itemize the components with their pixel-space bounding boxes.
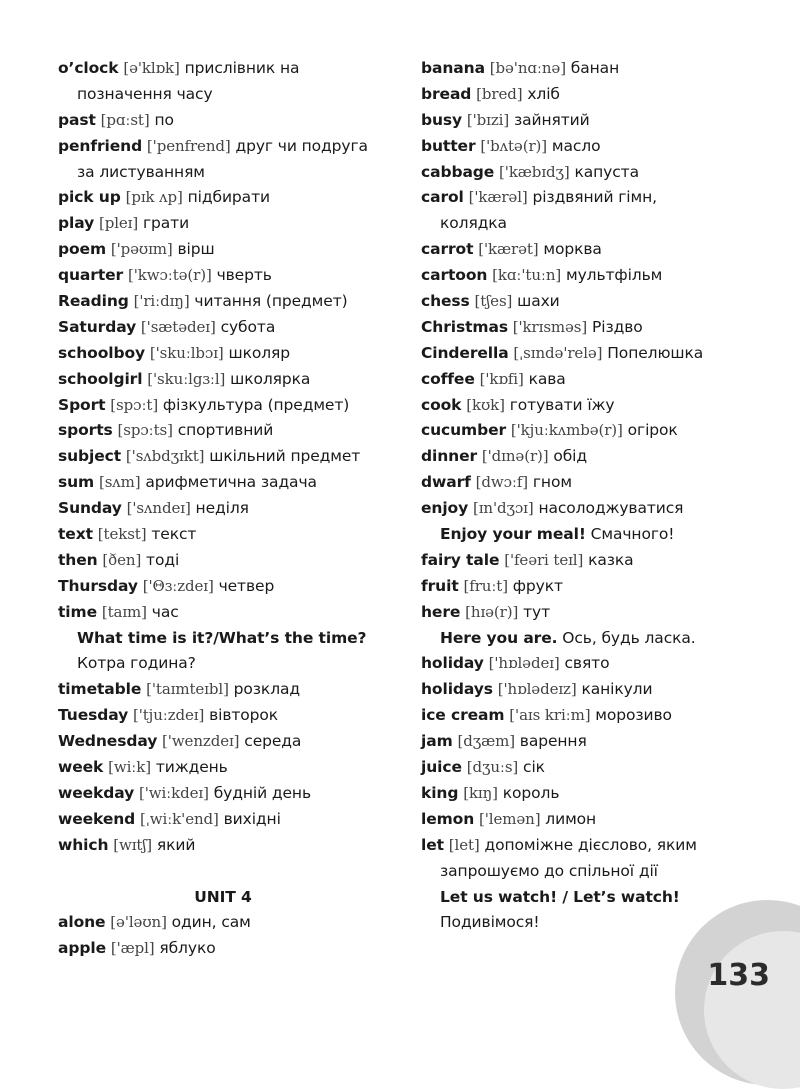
dictionary-entry <box>421 56 781 82</box>
entry-transcription: ['kæbɪdʒ] <box>499 162 570 181</box>
example-phrase <box>58 626 388 652</box>
dictionary-entry <box>421 444 781 470</box>
entry-word: juice <box>421 758 462 777</box>
entry-definition: школяр <box>228 343 290 362</box>
entry-word: bread <box>421 84 472 103</box>
entry-transcription: [tekst] <box>97 525 147 544</box>
entry-definition: насолоджуватися <box>538 499 684 518</box>
entry-transcription: ['kjuːkʌmbə(r)] <box>510 421 623 440</box>
entry-definition: огірок <box>627 421 678 440</box>
entry-word: pick up <box>58 188 121 207</box>
entry-transcription: [dʒuːs] <box>466 758 519 777</box>
entry-transcription: ['æpl] <box>110 939 155 958</box>
dictionary-entry <box>58 833 388 859</box>
entry-definition: хліб <box>527 84 560 103</box>
entry-definition: тиждень <box>155 758 228 777</box>
entry-definition: який <box>156 835 196 854</box>
example-phrase <box>421 522 781 548</box>
entry-definition: обід <box>553 447 588 466</box>
dictionary-entry <box>421 833 781 859</box>
entry-word: weekday <box>58 783 135 802</box>
phrase-translation: Смачного! <box>590 525 675 544</box>
entry-transcription: ['kærəl] <box>468 188 528 207</box>
entry-definition: морозиво <box>595 706 672 725</box>
entry-word: jam <box>421 732 453 751</box>
entry-transcription: [ˌwiːk'end] <box>140 809 219 828</box>
left-column <box>58 56 388 962</box>
entry-word: ice cream <box>421 706 505 725</box>
entry-word: Thursday <box>58 576 138 595</box>
entry-word: fruit <box>421 576 459 595</box>
dictionary-entry <box>58 600 388 626</box>
dictionary-entry <box>58 444 388 470</box>
entry-definition: допоміжне дієслово, яким <box>484 835 697 854</box>
dictionary-entry <box>58 315 388 341</box>
entry-definition: тут <box>523 602 551 621</box>
entry-continuation <box>58 651 388 677</box>
entry-transcription: [spɔːt] <box>110 395 159 414</box>
dictionary-entry <box>421 548 781 574</box>
entry-word: Saturday <box>58 317 137 336</box>
entry-word: holiday <box>421 654 484 673</box>
entry-definition: сік <box>523 758 545 777</box>
dictionary-entry <box>58 936 388 962</box>
dictionary-entry <box>58 289 388 315</box>
entry-word: which <box>58 835 109 854</box>
dictionary-entry <box>421 807 781 833</box>
entry-transcription: ['pəʊɪm] <box>110 240 173 259</box>
entry-word: alone <box>58 913 106 932</box>
entry-definition: фрукт <box>512 576 563 595</box>
entry-transcription: ['kærət] <box>478 240 539 259</box>
entry-word: king <box>421 783 459 802</box>
unit-heading <box>58 885 388 911</box>
entry-word: sum <box>58 473 95 492</box>
dictionary-entry <box>58 574 388 600</box>
entry-word: holidays <box>421 680 493 699</box>
entry-word: chess <box>421 292 470 311</box>
entry-definition: час <box>151 602 179 621</box>
entry-continuation <box>58 82 388 108</box>
entry-transcription: [sʌm] <box>98 473 141 492</box>
entry-word: play <box>58 214 95 233</box>
entry-transcription: ['skuːlbɔɪ] <box>149 343 224 362</box>
continuation-text: Подивімося! <box>440 913 540 932</box>
entry-definition: один, сам <box>171 913 251 932</box>
entry-transcription: ['kɒfi] <box>479 369 524 388</box>
entry-definition: масло <box>551 136 601 155</box>
entry-transcription: [kʊk] <box>466 395 505 414</box>
entry-word: cartoon <box>421 266 488 285</box>
entry-definition: варення <box>519 732 587 751</box>
dictionary-entry <box>421 781 781 807</box>
entry-word: penfriend <box>58 136 143 155</box>
entry-definition: середа <box>244 732 302 751</box>
dictionary-entry <box>58 237 388 263</box>
entry-transcription: ['wiːkdeɪ] <box>138 783 209 802</box>
phrase-text: What time is it?/What’s the time? <box>77 628 367 647</box>
entry-definition: яблуко <box>159 939 216 958</box>
entry-definition: вівторок <box>209 706 279 725</box>
entry-definition: вірш <box>177 240 215 259</box>
entry-word: o’clock <box>58 59 119 77</box>
entry-word: week <box>58 758 104 777</box>
entry-definition: казка <box>588 550 634 569</box>
entry-word: Tuesday <box>58 706 129 725</box>
entry-word: timetable <box>58 680 142 699</box>
entry-transcription: [pɑːst] <box>100 110 150 129</box>
dictionary-entry <box>421 237 781 263</box>
entry-word: cook <box>421 395 462 414</box>
entry-word: past <box>58 110 96 129</box>
dictionary-entry <box>58 729 388 755</box>
entry-definition: король <box>502 783 560 802</box>
entry-word: fairy tale <box>421 550 500 569</box>
dictionary-entry <box>421 729 781 755</box>
entry-definition: чверть <box>216 266 272 285</box>
phrase-text: Enjoy your meal! <box>440 525 586 544</box>
dictionary-entry <box>58 211 388 237</box>
entry-word: apple <box>58 939 106 958</box>
dictionary-entry <box>421 496 781 522</box>
entry-definition: шахи <box>517 292 560 311</box>
entry-definition: тоді <box>146 550 180 569</box>
entry-word: Sport <box>58 395 106 414</box>
entry-definition: кава <box>528 369 566 388</box>
dictionary-entry <box>421 341 781 367</box>
dictionary-entry <box>421 651 781 677</box>
entry-transcription: [ðen] <box>102 550 142 569</box>
entry-transcription: [hɪə(r)] <box>465 602 519 621</box>
entry-definition: грати <box>142 214 190 233</box>
entry-definition: арифметична задача <box>145 473 317 492</box>
entry-word: carol <box>421 188 464 207</box>
entry-transcription: [kɑː'tuːn] <box>492 266 562 285</box>
entry-definition: будній день <box>213 783 311 802</box>
dictionary-entry <box>58 522 388 548</box>
entry-definition: банан <box>570 59 620 77</box>
entry-transcription: [bə'nɑːnə] <box>489 59 566 77</box>
entry-definition: школярка <box>230 369 311 388</box>
entry-definition: Попелюшка <box>607 343 704 362</box>
entry-word: Reading <box>58 292 129 311</box>
entry-word: banana <box>421 59 485 77</box>
entry-definition: розклад <box>233 680 301 699</box>
dictionary-entry <box>421 315 781 341</box>
continuation-text: за листуванням <box>77 162 205 181</box>
entry-transcription: [kɪŋ] <box>463 783 498 802</box>
entry-transcription: ['sætədeɪ] <box>140 317 216 336</box>
entry-transcription: [pɪk ʌp] <box>125 188 183 207</box>
dictionary-entry <box>421 755 781 781</box>
dictionary-entry <box>58 755 388 781</box>
entry-continuation <box>421 859 781 885</box>
phrase-text: Let us watch! / Let’s watch! <box>440 887 680 906</box>
dictionary-entry <box>421 470 781 496</box>
entry-definition: канікули <box>581 680 653 699</box>
dictionary-entry <box>58 134 388 160</box>
blank-line <box>58 859 388 885</box>
dictionary-entry <box>58 910 388 936</box>
entry-word: poem <box>58 240 107 259</box>
entry-word: here <box>421 602 461 621</box>
right-column <box>421 56 781 936</box>
entry-transcription: [dʒæm] <box>457 732 515 751</box>
entry-transcription: ['penfrend] <box>146 136 231 155</box>
entry-definition: готувати їжу <box>509 395 615 414</box>
entry-transcription: [ɪn'dʒɔɪ] <box>472 499 534 518</box>
continuation-text: запрошуємо до спільної дії <box>440 861 658 880</box>
entry-transcription: ['sʌndeɪ] <box>126 499 191 518</box>
entry-word: carrot <box>421 240 474 259</box>
entry-transcription: ['bɪzi] <box>466 110 510 129</box>
entry-definition: капуста <box>574 162 639 181</box>
entry-word: sports <box>58 421 113 440</box>
entry-definition: фізкультура (предмет) <box>162 395 350 414</box>
entry-definition: гном <box>532 473 572 492</box>
entry-definition: шкільний предмет <box>209 447 361 466</box>
dictionary-entry <box>421 393 781 419</box>
entry-continuation <box>421 211 781 237</box>
entry-transcription: [ə'ləʊn] <box>110 913 167 932</box>
entry-definition: по <box>154 110 174 129</box>
entry-definition: лимон <box>545 809 597 828</box>
entry-transcription: [fruːt] <box>463 576 508 595</box>
entry-word: Christmas <box>421 317 508 336</box>
phrase-translation: Ось, будь ласка. <box>562 628 696 647</box>
entry-transcription: ['kwɔːtə(r)] <box>127 266 212 285</box>
entry-definition: друг чи подруга <box>235 136 368 155</box>
dictionary-entry <box>421 108 781 134</box>
dictionary-entry <box>421 367 781 393</box>
entry-transcription: [wiːk] <box>108 758 151 777</box>
entry-word: time <box>58 602 97 621</box>
dictionary-entry <box>421 677 781 703</box>
entry-word: dinner <box>421 447 478 466</box>
entry-definition: четвер <box>218 576 275 595</box>
entry-transcription: ['feəri teɪl] <box>504 550 584 569</box>
entry-word: enjoy <box>421 499 469 518</box>
entry-definition: Різдво <box>592 317 643 336</box>
dictionary-entry <box>58 807 388 833</box>
unit-heading-text: UNIT 4 <box>194 887 252 906</box>
dictionary-entry <box>58 677 388 703</box>
entry-transcription: ['skuːlgɜːl] <box>147 369 226 388</box>
dictionary-entry <box>421 134 781 160</box>
entry-transcription: [ə'klɒk] <box>123 59 180 77</box>
entry-transcription: [wɪtʃ] <box>113 835 153 854</box>
entry-transcription: ['Θɜːzdeɪ] <box>142 576 214 595</box>
entry-definition: неділя <box>195 499 249 518</box>
dictionary-entry <box>58 548 388 574</box>
entry-transcription: ['taɪmteɪbl] <box>146 680 229 699</box>
entry-transcription: ['tjuːzdeɪ] <box>132 706 205 725</box>
entry-word: quarter <box>58 266 124 285</box>
entry-transcription: ['hɒlədeɪ] <box>488 654 560 673</box>
example-phrase <box>421 626 781 652</box>
entry-transcription: [taɪm] <box>101 602 147 621</box>
phrase-text: Here you are. <box>440 628 558 647</box>
entry-definition: морква <box>543 240 602 259</box>
entry-word: cabbage <box>421 162 495 181</box>
dictionary-entry <box>421 82 781 108</box>
entry-word: Wednesday <box>58 732 158 751</box>
entry-definition: субота <box>220 317 276 336</box>
entry-word: Sunday <box>58 499 122 518</box>
entry-transcription: ['dɪnə(r)] <box>481 447 549 466</box>
entry-definition: прислівник на <box>184 59 300 77</box>
entry-word: subject <box>58 447 122 466</box>
entry-definition: мультфільм <box>565 266 663 285</box>
entry-word: schoolgirl <box>58 369 143 388</box>
entry-word: then <box>58 550 98 569</box>
entry-transcription: ['riːdɪŋ] <box>133 292 190 311</box>
entry-transcription: ['sʌbdʒɪkt] <box>125 447 205 466</box>
entry-word: text <box>58 525 93 544</box>
entry-definition: спортивний <box>177 421 274 440</box>
entry-word: let <box>421 835 444 854</box>
dictionary-entry <box>421 600 781 626</box>
dictionary-entry <box>58 367 388 393</box>
entry-transcription: ['aɪs kriːm] <box>509 706 591 725</box>
entry-word: weekend <box>58 809 136 828</box>
continuation-text: позначення часу <box>77 84 213 103</box>
dictionary-entry <box>58 341 388 367</box>
entry-transcription: [bred] <box>476 84 523 103</box>
entry-definition: читання (предмет) <box>194 292 348 311</box>
entry-transcription: ['hɒlədeɪz] <box>497 680 577 699</box>
entry-transcription: [ˌsɪndə'relə] <box>513 343 603 362</box>
dictionary-entry <box>421 703 781 729</box>
entry-word: dwarf <box>421 473 471 492</box>
entry-transcription: [dwɔːf] <box>475 473 529 492</box>
entry-definition: зайнятий <box>513 110 590 129</box>
entry-transcription: [let] <box>448 835 480 854</box>
entry-definition: вихідні <box>223 809 281 828</box>
continuation-text: колядка <box>440 214 507 233</box>
entry-definition: різдвяний гімн, <box>532 188 657 207</box>
entry-transcription: ['lemən] <box>479 809 541 828</box>
entry-definition: свято <box>564 654 610 673</box>
dictionary-entry <box>58 263 388 289</box>
entry-transcription: [tʃes] <box>474 292 513 311</box>
dictionary-entry <box>58 418 388 444</box>
dictionary-entry <box>58 470 388 496</box>
entry-word: coffee <box>421 369 475 388</box>
dictionary-entry <box>421 185 781 211</box>
entry-transcription: ['wenzdeɪ] <box>162 732 240 751</box>
entry-transcription: ['krɪsməs] <box>512 317 588 336</box>
dictionary-entry <box>421 160 781 186</box>
dictionary-entry <box>421 263 781 289</box>
example-phrase <box>421 885 781 911</box>
continuation-text: Котра година? <box>77 654 196 673</box>
entry-definition: підбирати <box>187 188 270 207</box>
entry-transcription: [spɔːts] <box>117 421 173 440</box>
entry-transcription: ['bʌtə(r)] <box>480 136 548 155</box>
dictionary-entry <box>58 781 388 807</box>
dictionary-entry <box>58 496 388 522</box>
dictionary-entry <box>58 56 388 82</box>
dictionary-entry <box>58 703 388 729</box>
page-number: 133 <box>707 958 770 993</box>
entry-continuation <box>58 160 388 186</box>
entry-word: butter <box>421 136 476 155</box>
entry-word: schoolboy <box>58 343 146 362</box>
dictionary-entry <box>58 393 388 419</box>
entry-transcription: [pleɪ] <box>98 214 139 233</box>
dictionary-entry <box>421 574 781 600</box>
entry-definition: текст <box>151 525 197 544</box>
dictionary-entry <box>58 185 388 211</box>
entry-word: Cinderella <box>421 343 509 362</box>
dictionary-entry <box>58 108 388 134</box>
entry-word: cucumber <box>421 421 507 440</box>
dictionary-entry <box>421 418 781 444</box>
entry-word: lemon <box>421 809 475 828</box>
entry-word: busy <box>421 110 463 129</box>
dictionary-entry <box>421 289 781 315</box>
